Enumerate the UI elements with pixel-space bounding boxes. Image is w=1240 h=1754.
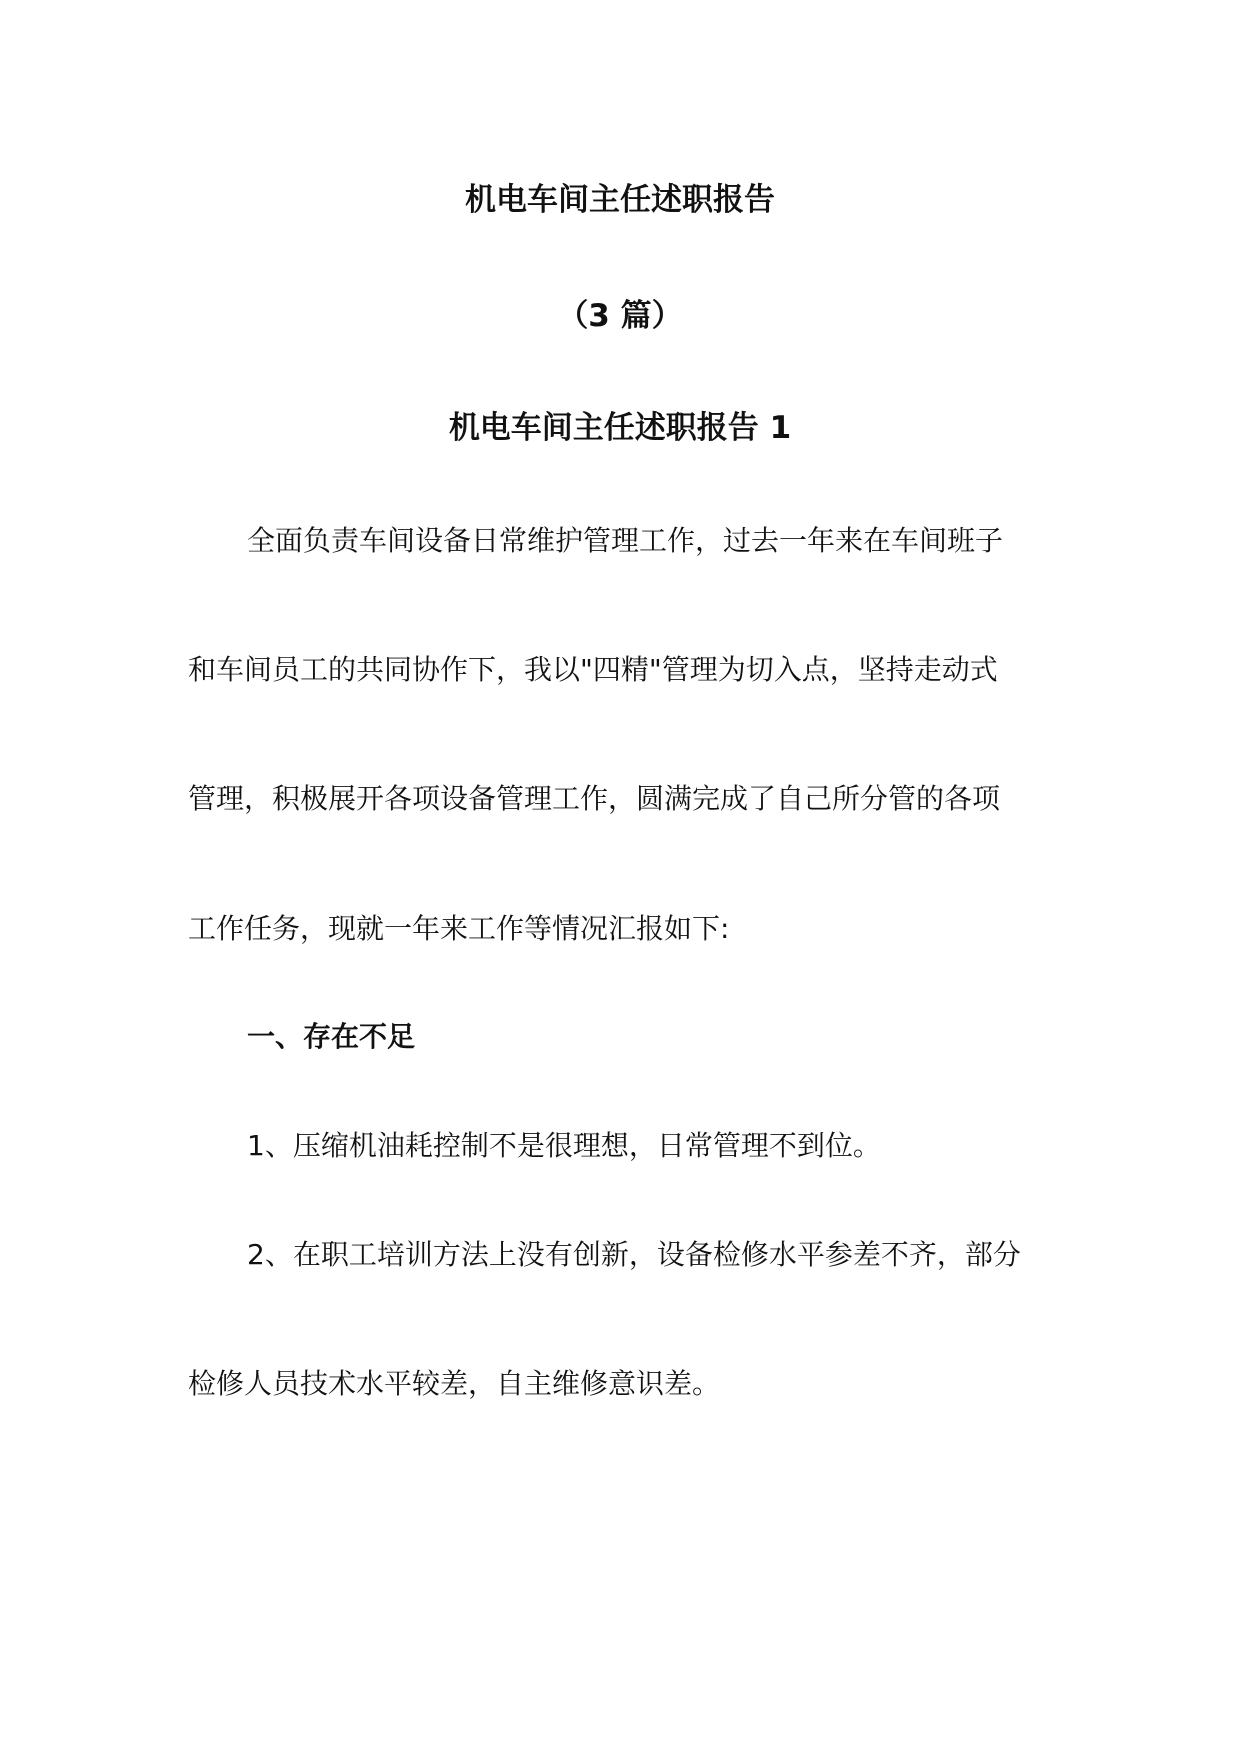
paragraph-line: 全面负责车间设备日常维护管理工作，过去一年来在车间班子 <box>247 524 1004 557</box>
document-title: 机电车间主任述职报告 <box>465 182 775 218</box>
section-heading: 一、存在不足 <box>247 1020 416 1053</box>
paragraph-line: 管理，积极展开各项设备管理工作，圆满完成了自己所分管的各项 <box>188 782 1001 815</box>
section-title: 机电车间主任述职报告 1 <box>448 410 792 446</box>
list-item: 2、在职工培训方法上没有创新，设备检修水平参差不齐，部分 <box>247 1238 1021 1271</box>
list-item: 1、压缩机油耗控制不是很理想，日常管理不到位。 <box>247 1129 881 1162</box>
paragraph-line: 和车间员工的共同协作下，我以"四精"管理为切入点，坚持走动式 <box>188 653 998 686</box>
paragraph-line: 工作任务，现就一年来工作等情况汇报如下: <box>188 912 730 945</box>
list-item-continuation: 检修人员技术水平较差，自主维修意识差。 <box>188 1367 721 1400</box>
document-subtitle: （3 篇） <box>557 298 683 334</box>
